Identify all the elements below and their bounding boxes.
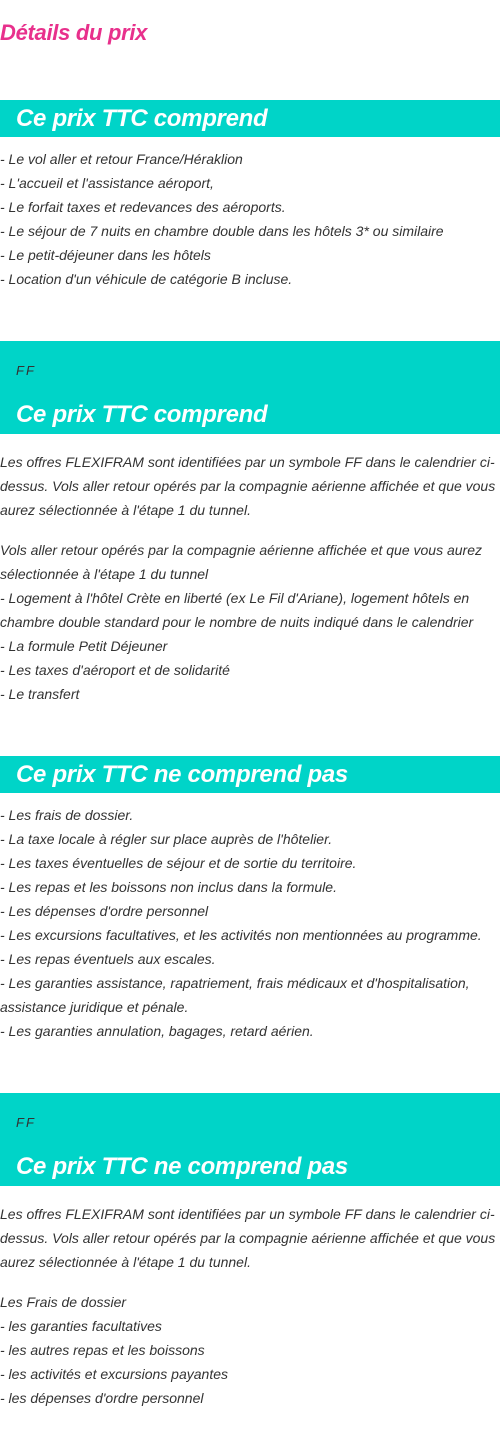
list-item: - les activités et excursions payantes	[0, 1366, 228, 1382]
section-header-flexifram-includes	[0, 341, 500, 434]
includes-list	[0, 147, 500, 291]
list-item: - Les repas éventuels aux escales.	[0, 951, 216, 967]
section-heading: Ce prix TTC ne comprend pas	[16, 1153, 348, 1180]
list-item: Vols aller retour opérés par la compagnie aérienne affichée et que vous aurez sélectionnée à l'étape 1 du tunnel	[0, 542, 482, 582]
list-item: - Location d'un véhicule de catégorie B incluse.	[0, 271, 293, 287]
list-item: - La formule Petit Déjeuner	[0, 638, 168, 654]
list-item: - Les taxes d'aéroport et de solidarité	[0, 662, 230, 678]
flexifram-intro: Les offres FLEXIFRAM sont identifiées par un symbole FF dans le calendrier ci-dessus. Vols aller retour opérés par la compagnie aérienne affichée et que vous aurez sélectionnée à l'étape 1 du tunnel.	[0, 1206, 496, 1270]
flexifram-intro: Les offres FLEXIFRAM sont identifiées par un symbole FF dans le calendrier ci-dessus. Vols aller retour opérés par la compagnie aérienne affichée et que vous aurez sélectionnée à l'étape 1 du tunnel.	[0, 454, 496, 518]
section-header-excludes	[0, 756, 500, 793]
list-item: - Logement à l'hôtel Crète en liberté (ex Le Fil d'Ariane), logement hôtels en chambre double standard pour le nombre de nuits indiqué dans le calendrier	[0, 590, 474, 630]
list-item: - les autres repas et les boissons	[0, 1342, 205, 1358]
list-item: Les Frais de dossier	[0, 1294, 127, 1310]
list-item: - Les excursions facultatives, et les activités non mentionnées au programme.	[0, 927, 482, 943]
list-item: - Les taxes éventuelles de séjour et de sortie du territoire.	[0, 855, 357, 871]
list-item: - Les dépenses d'ordre personnel	[0, 903, 209, 919]
list-item: - Le séjour de 7 nuits en chambre double dans les hôtels 3* ou similaire	[0, 223, 444, 239]
section-header-flexifram-excludes	[0, 1093, 500, 1186]
flexifram-excludes-list	[0, 1290, 500, 1410]
flexifram-includes-list	[0, 538, 498, 706]
list-item: - Les repas et les boissons non inclus dans la formule.	[0, 879, 337, 895]
excludes-list	[0, 803, 498, 1043]
list-item: - Le vol aller et retour France/Héraklion	[0, 151, 243, 167]
list-item: - Les garanties annulation, bagages, retard aérien.	[0, 1023, 314, 1039]
list-item: - Le transfert	[0, 686, 80, 702]
list-item: - Le forfait taxes et redevances des aéroports.	[0, 199, 286, 215]
section-heading: Ce prix TTC comprend	[16, 401, 268, 428]
page-title: Détails du prix	[0, 20, 148, 45]
section-header-includes	[0, 100, 500, 137]
list-item: - Les frais de dossier.	[0, 807, 134, 823]
list-item: - L'accueil et l'assistance aéroport,	[0, 175, 214, 191]
list-item: - La taxe locale à régler sur place auprès de l'hôtelier.	[0, 831, 333, 847]
ff-badge: FF	[16, 1115, 36, 1130]
list-item: - les garanties facultatives	[0, 1318, 162, 1334]
section-heading: Ce prix TTC ne comprend pas	[16, 761, 348, 788]
list-item: - Le petit-déjeuner dans les hôtels	[0, 247, 211, 263]
ff-badge: FF	[16, 363, 36, 378]
list-item: - Les garanties assistance, rapatriement, frais médicaux et d'hospitalisation, assistance juridique et pénale.	[0, 975, 470, 1015]
list-item: - les dépenses d'ordre personnel	[0, 1390, 204, 1406]
section-heading: Ce prix TTC comprend	[16, 105, 268, 132]
